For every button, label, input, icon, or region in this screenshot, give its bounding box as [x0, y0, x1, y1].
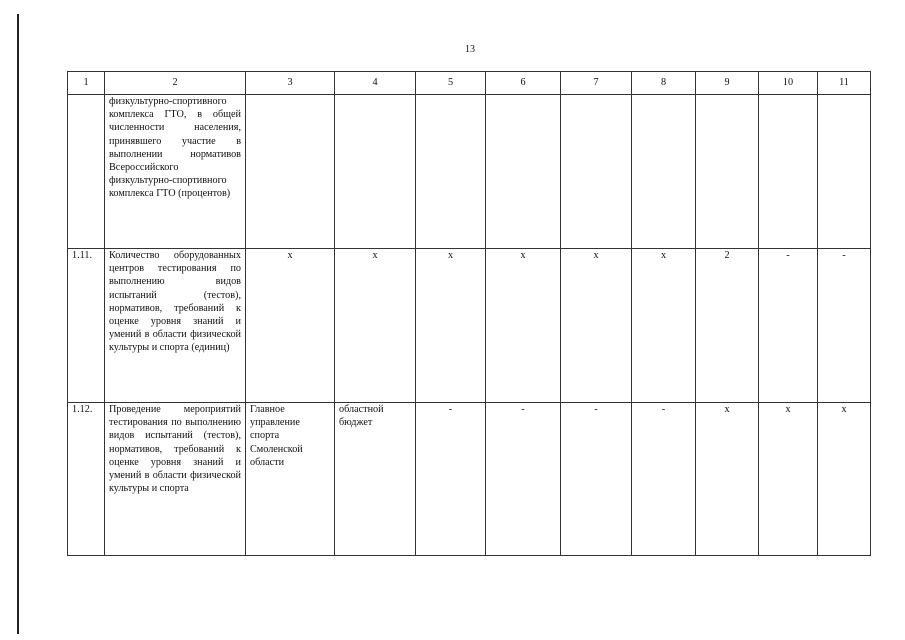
- header-cell: 9: [696, 72, 759, 95]
- row-description: физкультурно-спортивного комплекса ГТО, в общей численности населения, принявшего участие в выполнении нормативов Всероссийского физкультурно-спортивного комплекса ГТО (процентов): [105, 95, 246, 249]
- row-value: -: [561, 403, 632, 556]
- row-executor: Главное управление спорта Смоленской области: [246, 403, 335, 556]
- header-row: [68, 72, 871, 95]
- row-source: [335, 95, 416, 249]
- row-value: 2: [696, 249, 759, 403]
- table-row: [68, 403, 871, 556]
- row-value: -: [818, 249, 871, 403]
- row-value: [486, 95, 561, 249]
- header-cell: 3: [246, 72, 335, 95]
- row-value: x: [759, 403, 818, 556]
- row-description: Количество оборудованных центров тестирования по выполнению видов испытаний (тестов), нормативов, требований к оценке уровня знаний и умений в области физической культуры и спорта (единиц): [105, 249, 246, 403]
- header-cell: 7: [561, 72, 632, 95]
- header-cell: 5: [416, 72, 486, 95]
- row-value: [818, 95, 871, 249]
- row-source: областной бюджет: [335, 403, 416, 556]
- row-value: [696, 95, 759, 249]
- row-value: x: [416, 249, 486, 403]
- row-executor: [246, 95, 335, 249]
- left-margin-line: [17, 14, 19, 634]
- row-value: -: [759, 249, 818, 403]
- row-value: x: [632, 249, 696, 403]
- row-value: [561, 95, 632, 249]
- page-number: 13: [465, 44, 475, 55]
- header-cell: 10: [759, 72, 818, 95]
- header-cell: 11: [818, 72, 871, 95]
- indicators-table: [67, 71, 871, 556]
- table-row: [68, 249, 871, 403]
- row-value: -: [416, 403, 486, 556]
- header-cell: 6: [486, 72, 561, 95]
- row-value: x: [486, 249, 561, 403]
- row-description: Проведение мероприятий тестирования по выполнению видов испытаний (тестов), нормативов, требований к оценке уровня знаний и умений в области физической культуры и спорта: [105, 403, 246, 556]
- row-value: x: [818, 403, 871, 556]
- row-value: [416, 95, 486, 249]
- row-value: [759, 95, 818, 249]
- row-value: -: [486, 403, 561, 556]
- header-cell: 4: [335, 72, 416, 95]
- row-number: 1.11.: [68, 249, 105, 403]
- table-row: [68, 95, 871, 249]
- row-number: 1.12.: [68, 403, 105, 556]
- row-value: x: [696, 403, 759, 556]
- row-value: -: [632, 403, 696, 556]
- row-value: [632, 95, 696, 249]
- header-cell: 1: [68, 72, 105, 95]
- row-executor: x: [246, 249, 335, 403]
- header-cell: 8: [632, 72, 696, 95]
- header-cell: 2: [105, 72, 246, 95]
- row-value: x: [561, 249, 632, 403]
- row-number: [68, 95, 105, 249]
- row-source: x: [335, 249, 416, 403]
